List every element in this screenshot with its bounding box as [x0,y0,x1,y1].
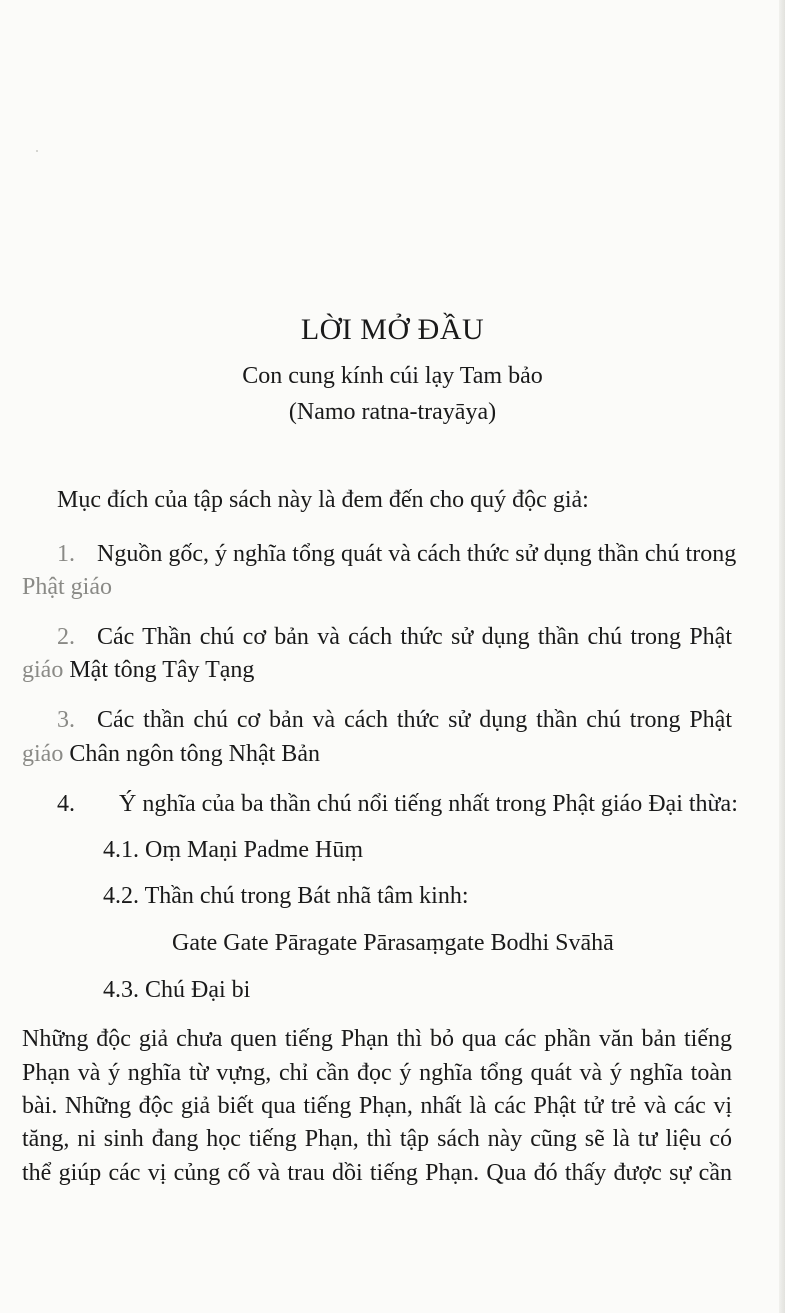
page-title: LỜI MỞ ĐẦU [300,313,485,346]
intro-line: Mục đích của tập sách này là đem đến cho quý độc giả: [57,487,589,513]
paragraph-line-4: tăng, ni sinh đang học tiếng Phạn, thì tập sách này cũng sẽ là tư liệu có [22,1126,732,1152]
list-item-4-number: 4. [57,791,75,817]
list-item-1-second-line [22,572,112,602]
list-item-1-first-line [57,539,736,569]
paragraph-line-3: bài. Những độc giả biết qua tiếng Phạn, nhất là các Phật tử trẻ và các vị [22,1093,732,1119]
list-item-4-line [57,789,738,819]
list-item-2-rest-text: Mật tông Tây Tạng [69,657,255,683]
list-item-2-first-line [22,622,732,652]
list-item-2-text: Các Thần chú cơ bản và cách thức sử dụng thần chú trong Phật [97,624,732,650]
list-item-3-number: 3. [57,707,75,733]
paper-speck [36,150,38,152]
list-item-3-first-line [22,705,732,735]
list-item-3-rest-text: Chân ngôn tông Nhật Bản [69,741,320,767]
paragraph-line-2: Phạn và ý nghĩa từ vựng, chỉ cần đọc ý nghĩa tổng quát và ý nghĩa toàn [22,1060,732,1086]
list-item-1-text: Nguồn gốc, ý nghĩa tổng quát và cách thức sử dụng thần chú trong [97,541,737,567]
list-item-1-number: 1. [57,541,75,567]
sub-item-4-3: 4.3. Chú Đại bi [103,977,251,1003]
sub-item-4-1: 4.1. Oṃ Maṇi Padme Hūṃ [103,837,363,863]
list-item-2-second-line [22,655,254,685]
list-item-3-text: Các thần chú cơ bản và cách thức sử dụng thần chú trong Phật [97,707,732,733]
list-item-2-number: 2. [57,624,75,650]
page-edge-shadow [779,0,785,1313]
list-item-4-text: Ý nghĩa của ba thần chú nổi tiếng nhất trong Phật giáo Đại thừa: [119,791,738,817]
list-item-3-second-line [22,739,320,769]
paragraph-line-5: thể giúp các vị củng cố và trau dồi tiếng Phạn. Qua đó thấy được sự cần [22,1160,732,1186]
list-item-2-faded-text: giáo [22,657,64,683]
list-item-1-faded-text: Phật giáo [22,574,112,600]
sub-item-4-2: 4.2. Thần chú trong Bát nhã tâm kinh: [103,883,469,909]
subtitle-sanskrit: (Namo ratna-trayāya) [288,399,497,425]
paragraph-line-1: Những độc giả chưa quen tiếng Phạn thì bỏ qua các phần văn bản tiếng [22,1026,732,1052]
subtitle: Con cung kính cúi lạy Tam bảo [242,363,543,389]
mantra-line: Gate Gate Pāragate Pārasaṃgate Bodhi Svāhā [172,930,614,956]
list-item-3-faded-text: giáo [22,741,64,767]
